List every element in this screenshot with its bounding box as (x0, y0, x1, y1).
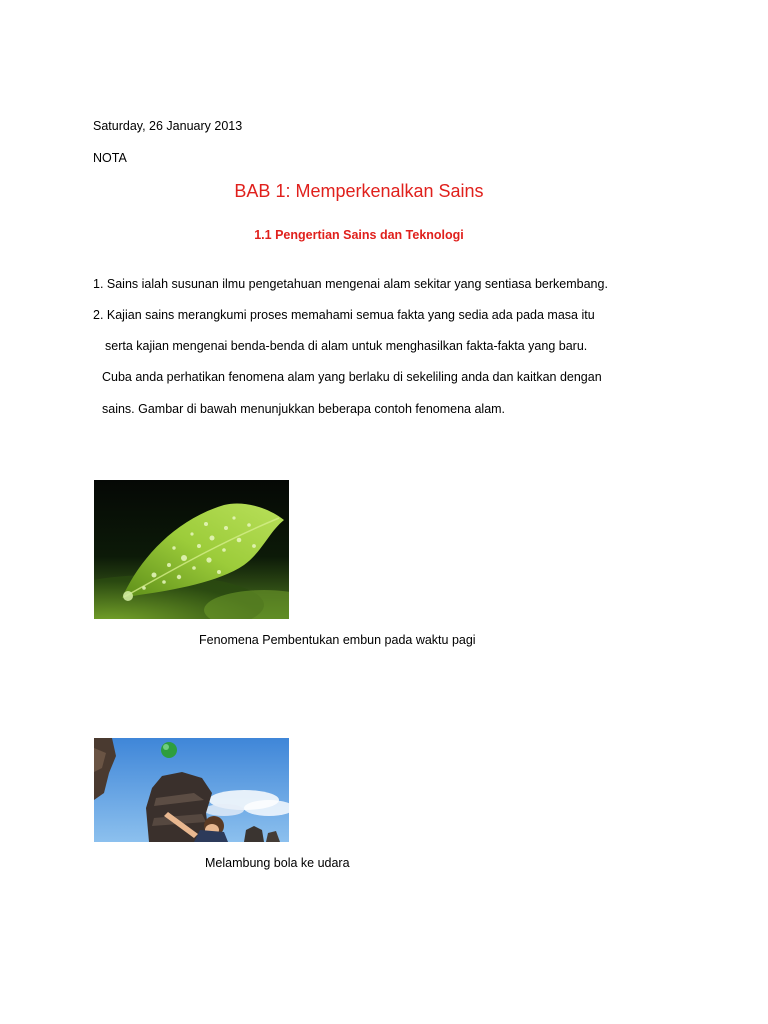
paragraph-2-cont: serta kajian mengenai benda-benda di alam untuk menghasilkan fakta-fakta yang baru. (105, 339, 588, 353)
dew-leaf-image (94, 480, 289, 619)
paragraph-1: 1. Sains ialah susunan ilmu pengetahuan mengenai alam sekitar yang sentiasa berkembang. (93, 277, 608, 291)
note-label: NOTA (93, 151, 127, 165)
post-date: Saturday, 26 January 2013 (93, 119, 243, 133)
section-title: 1.1 Pengertian Sains dan Teknologi (254, 228, 464, 242)
figure-caption-dew: Fenomena Pembentukan embun pada waktu pagi (199, 633, 476, 647)
paragraph-3-cont: sains. Gambar di bawah menunjukkan beberapa contoh fenomena alam. (102, 402, 506, 416)
paragraph-2: 2. Kajian sains merangkumi proses memahami semua fakta yang sedia ada pada masa itu (93, 308, 595, 322)
chapter-title: BAB 1: Memperkenalkan Sains (234, 181, 484, 201)
ball-throw-image (94, 738, 289, 842)
paragraph-3: Cuba anda perhatikan fenomena alam yang berlaku di sekeliling anda dan kaitkan dengan (102, 370, 602, 384)
figure-caption-ball: Melambung bola ke udara (205, 856, 350, 870)
